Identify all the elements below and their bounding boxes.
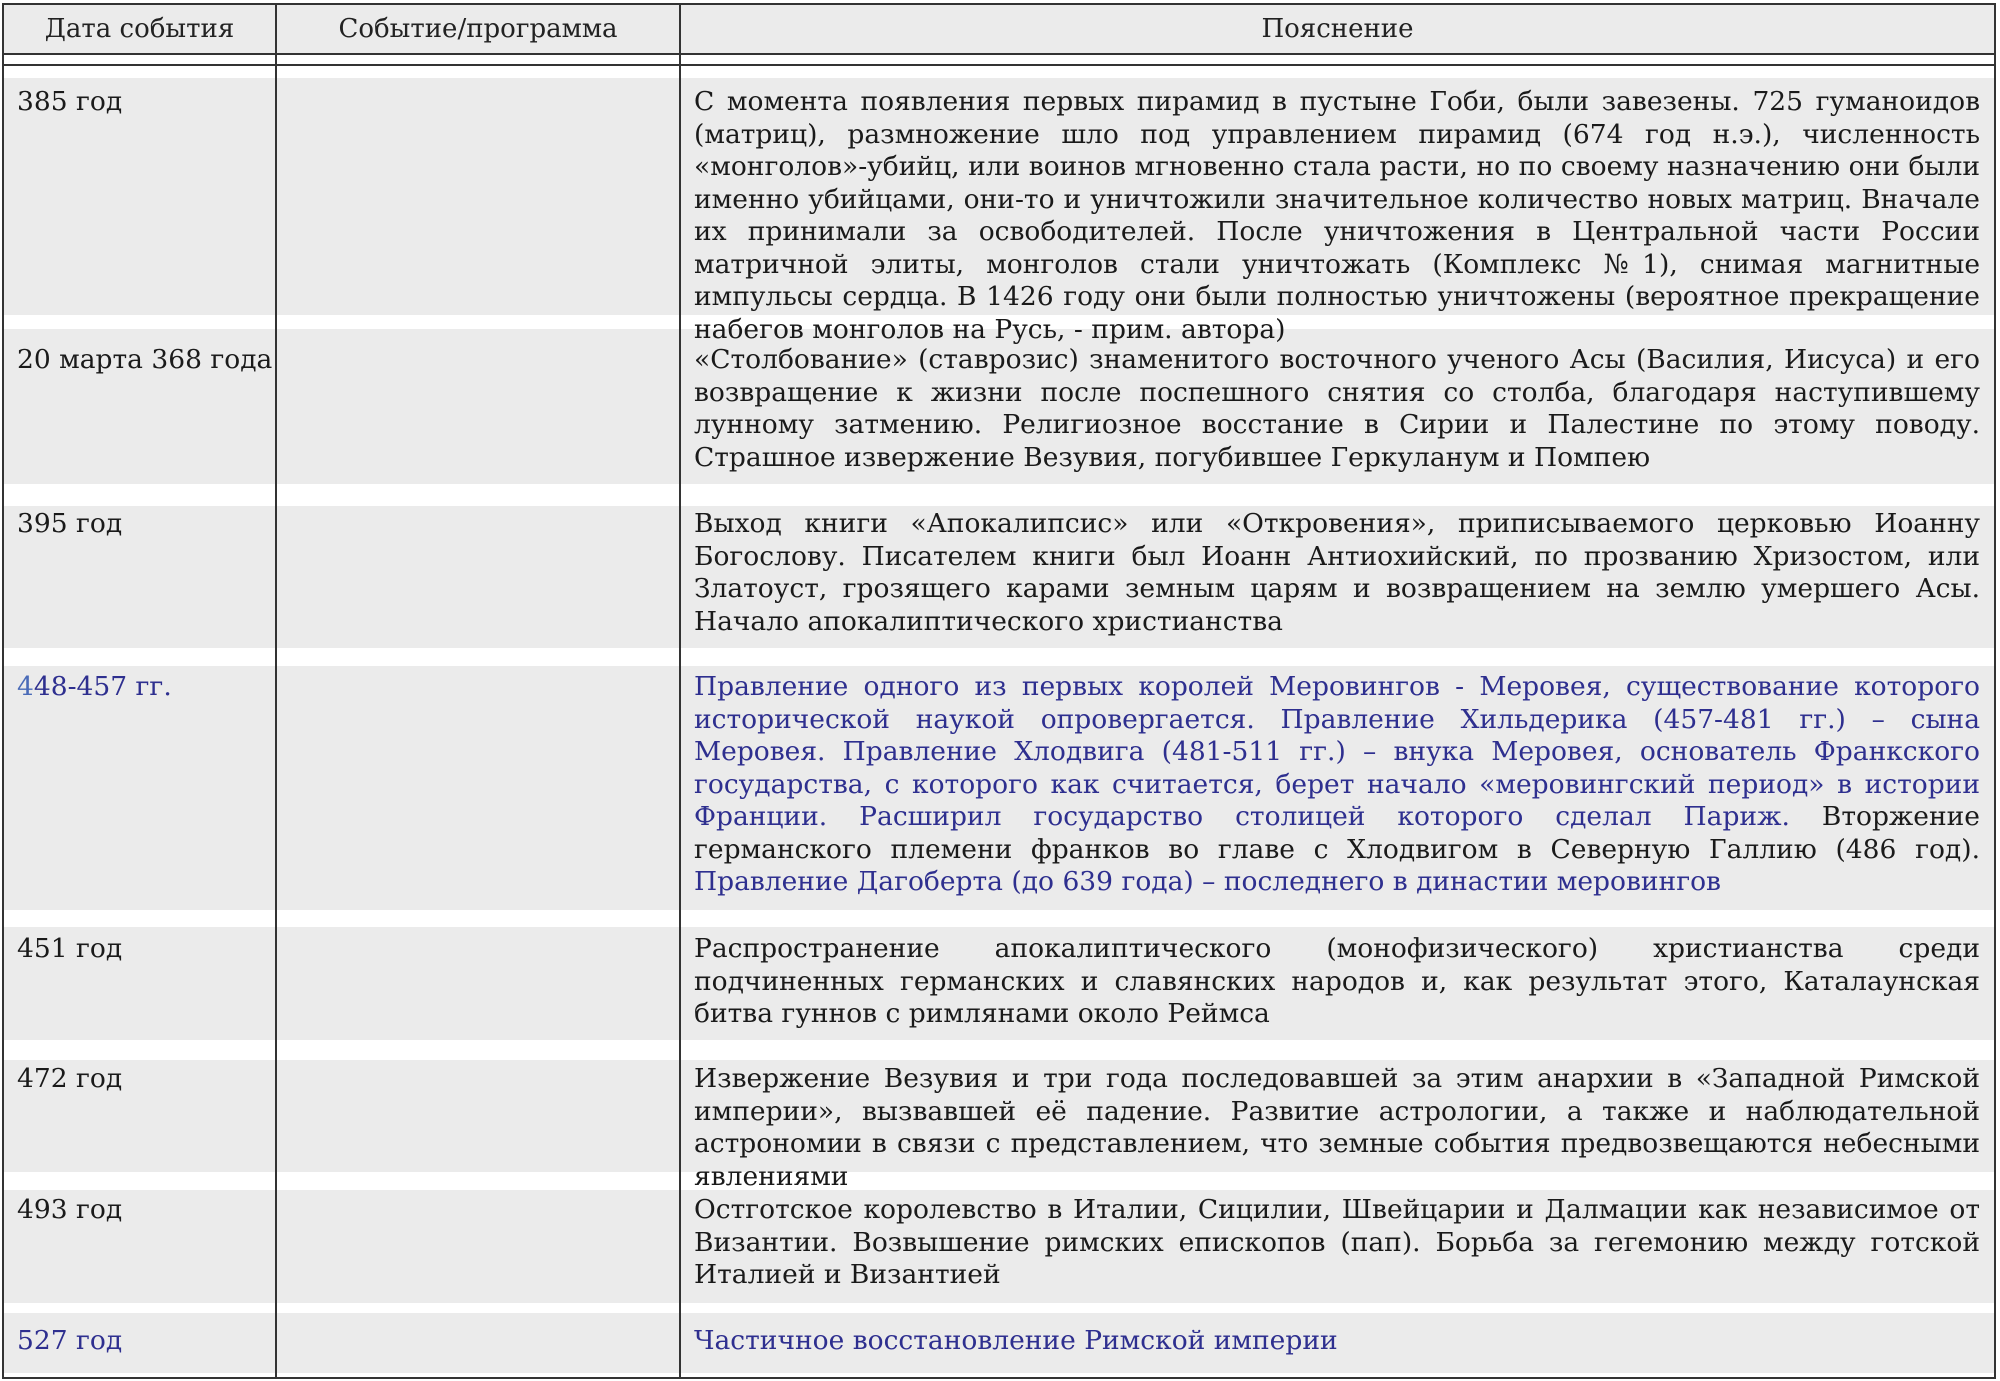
- row-3-date: 395 год: [17, 508, 123, 539]
- row-5-date: 451 год: [17, 933, 123, 964]
- row-6-description: Извержение Везувия и три года последовавшей за этим анархии в «Западной Римской империи», вызвавшей её падение. Развитие астрологии, а также и наблюдательной астрономии в связи с представлением, что земные события предвозвещаются небесными явлениями: [694, 1063, 1980, 1192]
- row-3-description: Выход книги «Апокалипсис» или «Откровения», приписываемого церковью Иоанну Богослову. Писателем книги был Иоанн Антиохийский, по прозванию Хризостом, или Златоуст, грозящего карами земным царям и возвращением на землю умершего Асы. Начало апокалиптического христианства: [694, 508, 1980, 637]
- row-6-date: 472 год: [17, 1063, 123, 1094]
- row-2-description: «Столбование» (ставрозис) знаменитого восточного ученого Асы (Василия, Иисуса) и его возвращение к жизни после поспешного снятия со столба, благодаря наступившему лунному затмению. Религиозное восстание в Сирии и Палестине по этому поводу. Страшное извержение Везувия, погубившее Геркуланум и Помпею: [694, 344, 1980, 473]
- header-description: Пояснение: [681, 5, 1994, 53]
- row-2-date: 20 марта 368 года: [17, 344, 273, 375]
- timeline-table: [2, 3, 1996, 1379]
- header-divider-2: [4, 64, 1994, 66]
- row-4-description-part-1: Правление одного из первых королей Меровингов - Меровея, существование которого исторической наукой опровергается. Правление Хильдерика (457-481 гг.) – сына Меровея. Правление Хлодвига (481-511 гг.) – внука Меровея, основатель Франкского государства, с которого как считается, берет начало «меровингский период» в истории Франции. Расширил государство столицей которого сделал Париж.: [694, 671, 1980, 832]
- row-8-description: Частичное восстановление Римской империи: [694, 1325, 1338, 1356]
- row-7-date: 493 год: [17, 1194, 123, 1225]
- header-event: Событие/программа: [277, 5, 679, 53]
- row-4-date: [4, 663, 275, 704]
- row-4-date-first-digit: 4: [17, 671, 34, 702]
- row-4-date-rest: 48-457 гг.: [33, 671, 172, 702]
- row-8-date: 527 год: [17, 1325, 123, 1356]
- row-7-description: Остготское королевство в Италии, Сицилии, Швейцарии и Далмации как независимое от Византии. Возвышение римских епископов (пап). Борьба за гегемонию между готской Италией и Византией: [694, 1194, 1980, 1290]
- row-5-description: Распространение апокалиптического (монофизического) христианства среди подчиненных германских и славянских народов и, как результат этого, Каталаунская битва гуннов с римлянами около Реймса: [694, 933, 1980, 1029]
- row-1-description: С момента появления первых пирамид в пустыне Гоби, были завезены. 725 гуманоидов (матриц), размножение шло под управлением пирамид (674 год н.э.), численность «монголов»-убийц, или воинов мгновенно стала расти, но по своему назначению они были именно убийцами, они-то и уничтожили значительное количество новых матриц. Вначале их принимали за освободителей. После уничтожения в Центральной части России матричной элиты, монголов стали уничтожать (Комплекс №1), снимая магнитные импульсы сердца. В 1426 году они были полностью уничтожены (вероятное прекращение набегов монголов на Русь, - прим. автора): [694, 86, 1980, 345]
- row-4-description-part-2: Вторжение германского племени франков во главе с Хлодвигом в Северную Галлию (486 год).: [694, 801, 1980, 865]
- row-4-description: [681, 663, 1994, 899]
- header-divider: [4, 53, 1994, 55]
- row-1-date: 385 год: [17, 86, 123, 117]
- header-date: Дата события: [4, 5, 275, 53]
- column-divider-1: [275, 5, 277, 1377]
- row-4-description-part-3: Правление Дагоберта (до 639 года) – последнего в династии меровингов: [694, 866, 1721, 897]
